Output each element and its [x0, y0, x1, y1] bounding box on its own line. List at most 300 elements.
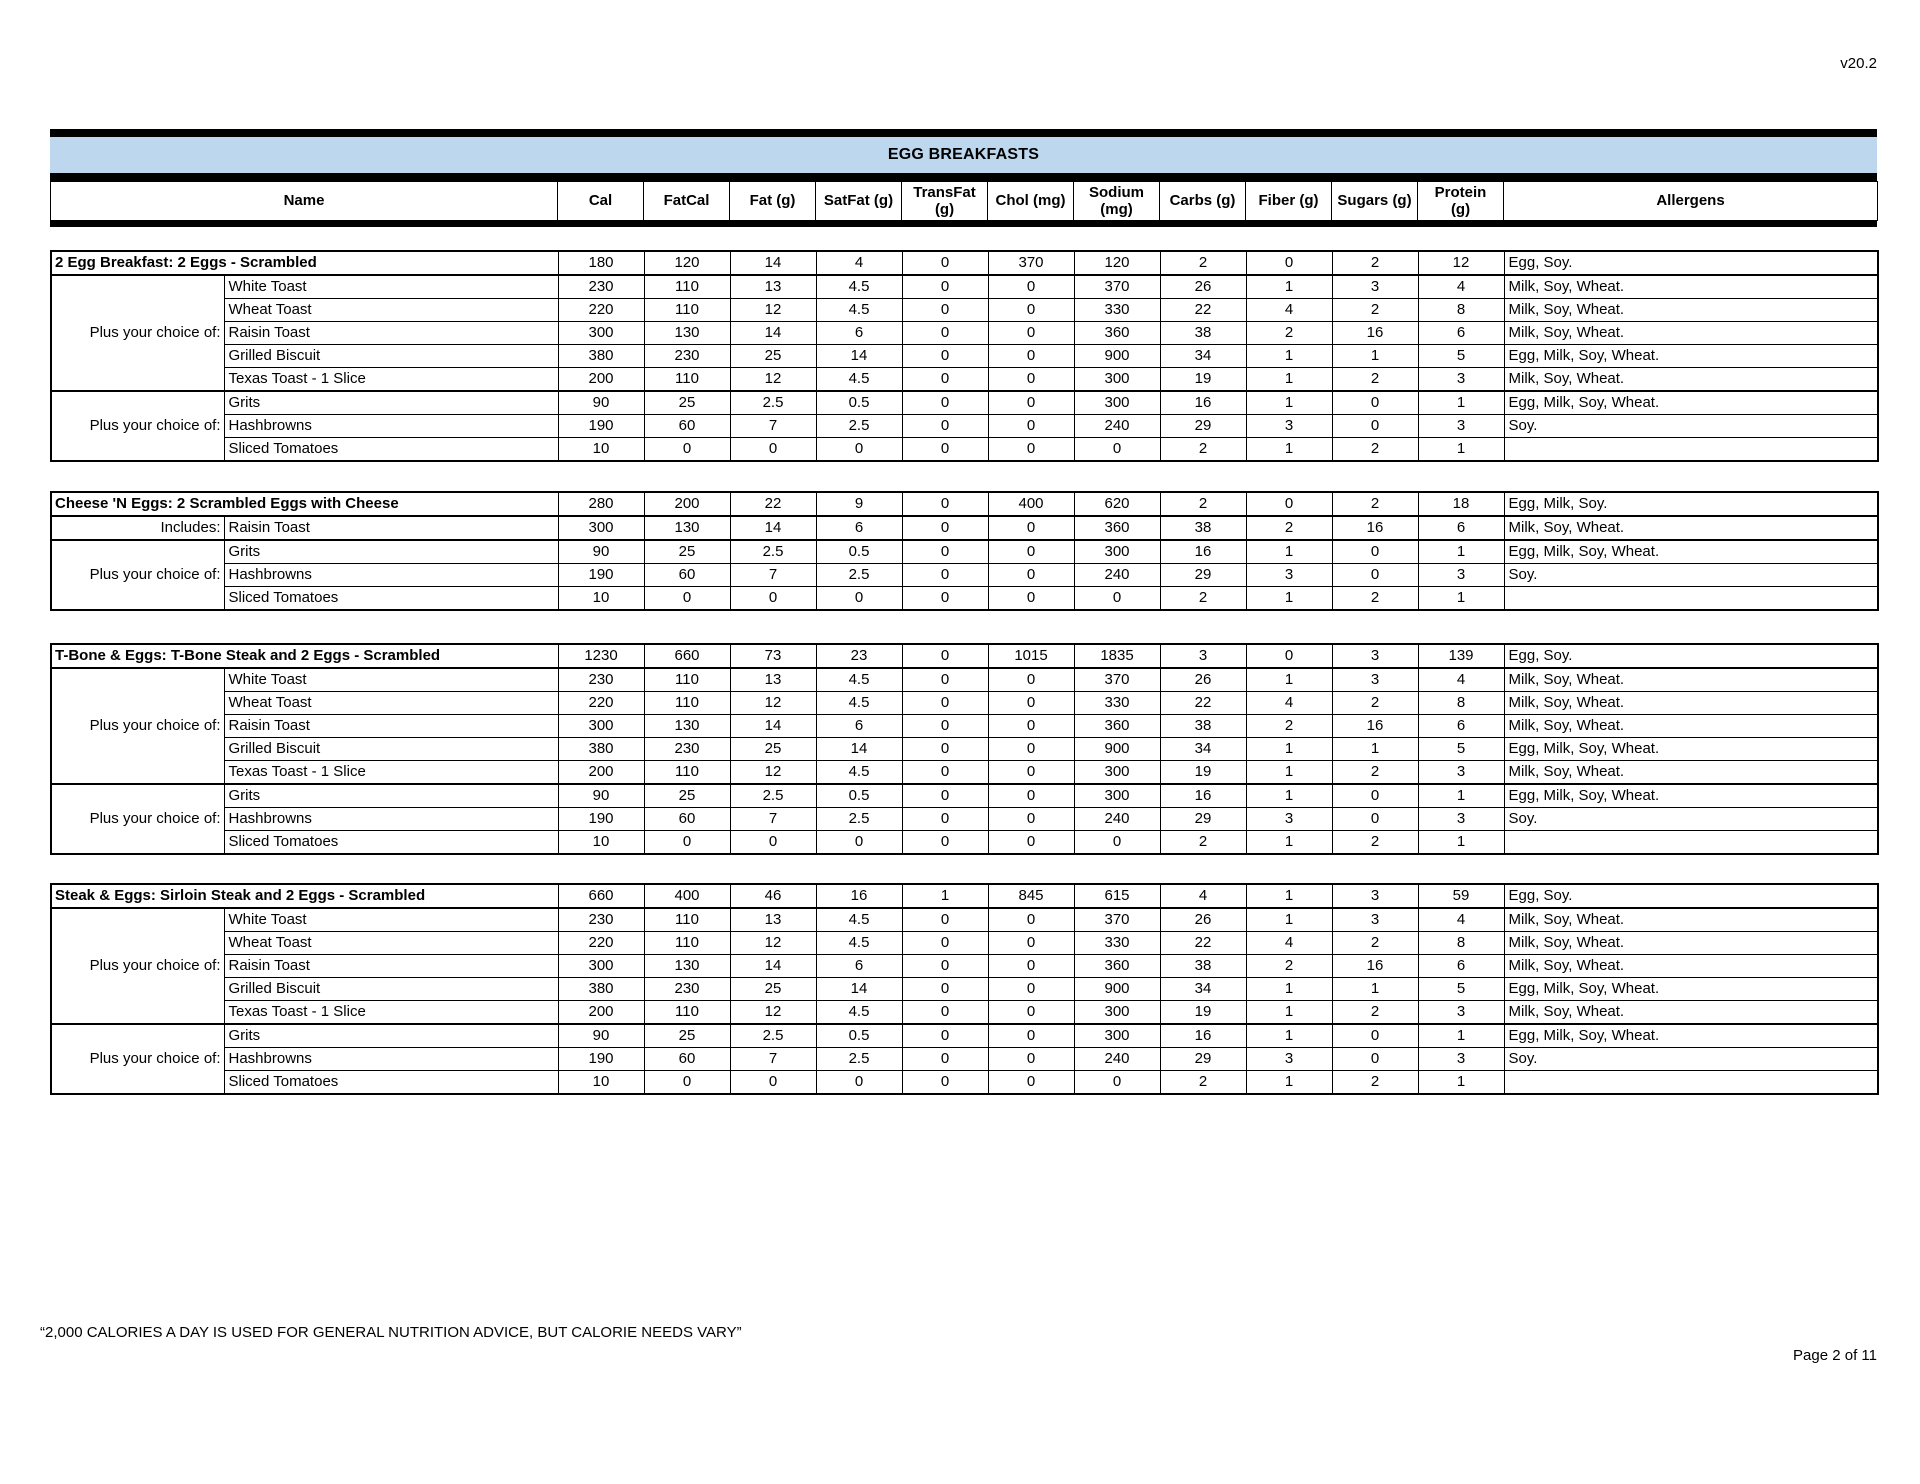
value-satfat-g: 4.5: [816, 761, 902, 785]
value-sodium-mg: 900: [1074, 738, 1160, 761]
value-sugars-g: 2: [1332, 932, 1418, 955]
value-fatcal: 0: [644, 831, 730, 855]
value-sugars-g: 0: [1332, 1048, 1418, 1071]
value-transfat-g: 0: [902, 831, 988, 855]
value-transfat-g: 0: [902, 540, 988, 564]
value-protein-g: 8: [1418, 692, 1504, 715]
value-sodium-mg: 300: [1074, 1024, 1160, 1048]
item-name: 2 Egg Breakfast: 2 Eggs - Scrambled: [51, 251, 558, 275]
table-row: [51, 391, 1878, 415]
value-carbs-g: 29: [1160, 564, 1246, 587]
value-sugars-g: 1: [1332, 345, 1418, 368]
value-carbs-g: 22: [1160, 932, 1246, 955]
value-protein-g: 4: [1418, 908, 1504, 932]
value-sodium-mg: 300: [1074, 1001, 1160, 1025]
table-row: [51, 322, 1878, 345]
table-row: [51, 738, 1878, 761]
table-row: [51, 438, 1878, 462]
value-transfat-g: 0: [902, 275, 988, 299]
value-sodium-mg: 370: [1074, 908, 1160, 932]
value-cal: 90: [558, 784, 644, 808]
value-chol-mg: 0: [988, 438, 1074, 462]
value-sodium-mg: 330: [1074, 932, 1160, 955]
value-satfat-g: 4.5: [816, 1001, 902, 1025]
value-carbs-g: 29: [1160, 415, 1246, 438]
value-sodium-mg: 615: [1074, 884, 1160, 908]
column-header-cal: Cal: [558, 182, 644, 221]
allergens-cell: [1504, 438, 1878, 462]
value-protein-g: 6: [1418, 516, 1504, 540]
value-sugars-g: 2: [1332, 692, 1418, 715]
value-chol-mg: 0: [988, 692, 1074, 715]
column-header-fiber-g: Fiber (g): [1246, 182, 1332, 221]
menu-section: [50, 491, 1879, 611]
value-satfat-g: 0.5: [816, 540, 902, 564]
value-sugars-g: 0: [1332, 784, 1418, 808]
value-sugars-g: 2: [1332, 368, 1418, 392]
value-satfat-g: 4.5: [816, 692, 902, 715]
value-cal: 300: [558, 322, 644, 345]
value-cal: 300: [558, 715, 644, 738]
value-carbs-g: 38: [1160, 715, 1246, 738]
value-fat-g: 12: [730, 299, 816, 322]
value-fiber-g: 3: [1246, 564, 1332, 587]
value-carbs-g: 2: [1160, 831, 1246, 855]
value-sodium-mg: 300: [1074, 368, 1160, 392]
value-cal: 1230: [558, 644, 644, 668]
value-cal: 300: [558, 516, 644, 540]
value-satfat-g: 9: [816, 492, 902, 516]
value-sugars-g: 2: [1332, 761, 1418, 785]
value-sugars-g: 2: [1332, 299, 1418, 322]
item-name: Cheese 'N Eggs: 2 Scrambled Eggs with Cheese: [51, 492, 558, 516]
table-row: [51, 564, 1878, 587]
main-row: [51, 251, 1878, 275]
value-chol-mg: 0: [988, 368, 1074, 392]
value-chol-mg: 400: [988, 492, 1074, 516]
value-cal: 220: [558, 692, 644, 715]
value-fat-g: 7: [730, 808, 816, 831]
value-fiber-g: 1: [1246, 831, 1332, 855]
allergens-cell: Soy.: [1504, 1048, 1878, 1071]
value-sugars-g: 0: [1332, 564, 1418, 587]
value-sugars-g: 16: [1332, 955, 1418, 978]
value-sodium-mg: 0: [1074, 438, 1160, 462]
value-fat-g: 2.5: [730, 1024, 816, 1048]
value-chol-mg: 0: [988, 299, 1074, 322]
value-fatcal: 25: [644, 1024, 730, 1048]
value-fiber-g: 2: [1246, 322, 1332, 345]
value-fiber-g: 4: [1246, 932, 1332, 955]
menu-section: [50, 643, 1879, 855]
value-fiber-g: 2: [1246, 955, 1332, 978]
table-row: [51, 182, 1878, 221]
value-sodium-mg: 0: [1074, 1071, 1160, 1095]
value-satfat-g: 14: [816, 738, 902, 761]
value-fiber-g: 1: [1246, 761, 1332, 785]
item-name: Hashbrowns: [224, 415, 558, 438]
value-sodium-mg: 240: [1074, 415, 1160, 438]
value-sodium-mg: 300: [1074, 540, 1160, 564]
table-row: [51, 955, 1878, 978]
value-transfat-g: 0: [902, 345, 988, 368]
table-row: [51, 761, 1878, 785]
table-row: [51, 516, 1878, 540]
value-fiber-g: 1: [1246, 345, 1332, 368]
value-transfat-g: 0: [902, 299, 988, 322]
value-transfat-g: 0: [902, 516, 988, 540]
value-fatcal: 110: [644, 692, 730, 715]
value-sugars-g: 2: [1332, 1071, 1418, 1095]
value-cal: 230: [558, 668, 644, 692]
value-fat-g: 13: [730, 908, 816, 932]
value-fat-g: 14: [730, 516, 816, 540]
value-fat-g: 12: [730, 1001, 816, 1025]
allergens-cell: Egg, Soy.: [1504, 644, 1878, 668]
value-transfat-g: 0: [902, 1048, 988, 1071]
column-header-sodium-mg: Sodium (mg): [1074, 182, 1160, 221]
value-carbs-g: 4: [1160, 884, 1246, 908]
value-chol-mg: 845: [988, 884, 1074, 908]
allergens-cell: Milk, Soy, Wheat.: [1504, 715, 1878, 738]
value-fatcal: 0: [644, 587, 730, 611]
value-sodium-mg: 120: [1074, 251, 1160, 275]
table-row: [51, 1024, 1878, 1048]
value-fiber-g: 1: [1246, 1024, 1332, 1048]
item-name: Texas Toast - 1 Slice: [224, 1001, 558, 1025]
value-fatcal: 230: [644, 738, 730, 761]
value-satfat-g: 2.5: [816, 415, 902, 438]
value-sugars-g: 2: [1332, 251, 1418, 275]
value-cal: 90: [558, 1024, 644, 1048]
table-row: [51, 540, 1878, 564]
table-row: [51, 587, 1878, 611]
value-protein-g: 3: [1418, 1001, 1504, 1025]
value-satfat-g: 23: [816, 644, 902, 668]
value-sodium-mg: 360: [1074, 715, 1160, 738]
value-transfat-g: 0: [902, 668, 988, 692]
value-fatcal: 130: [644, 322, 730, 345]
value-fatcal: 110: [644, 275, 730, 299]
item-name: T-Bone & Eggs: T-Bone Steak and 2 Eggs - Scrambled: [51, 644, 558, 668]
value-sodium-mg: 240: [1074, 1048, 1160, 1071]
value-transfat-g: 0: [902, 908, 988, 932]
table-title: EGG BREAKFASTS: [50, 137, 1877, 173]
value-transfat-g: 0: [902, 738, 988, 761]
value-fat-g: 13: [730, 668, 816, 692]
value-cal: 190: [558, 415, 644, 438]
value-transfat-g: 0: [902, 438, 988, 462]
value-fat-g: 7: [730, 1048, 816, 1071]
allergens-cell: Milk, Soy, Wheat.: [1504, 1001, 1878, 1025]
main-row: [51, 884, 1878, 908]
item-name: Grilled Biscuit: [224, 738, 558, 761]
value-sodium-mg: 330: [1074, 299, 1160, 322]
value-carbs-g: 19: [1160, 761, 1246, 785]
value-fiber-g: 4: [1246, 299, 1332, 322]
value-carbs-g: 22: [1160, 299, 1246, 322]
table-sections-area: [50, 250, 1877, 1095]
value-fatcal: 660: [644, 644, 730, 668]
value-fat-g: 46: [730, 884, 816, 908]
item-name: Texas Toast - 1 Slice: [224, 761, 558, 785]
value-fat-g: 12: [730, 932, 816, 955]
item-name: Raisin Toast: [224, 955, 558, 978]
value-sugars-g: 2: [1332, 831, 1418, 855]
item-name: Wheat Toast: [224, 299, 558, 322]
allergens-cell: Egg, Milk, Soy, Wheat.: [1504, 391, 1878, 415]
value-sodium-mg: 300: [1074, 761, 1160, 785]
item-name: Grits: [224, 540, 558, 564]
menu-section: [50, 250, 1879, 462]
value-chol-mg: 0: [988, 275, 1074, 299]
value-protein-g: 18: [1418, 492, 1504, 516]
allergens-cell: Egg, Milk, Soy.: [1504, 492, 1878, 516]
value-fatcal: 110: [644, 1001, 730, 1025]
column-header-name: Name: [51, 182, 558, 221]
allergens-cell: Soy.: [1504, 564, 1878, 587]
value-sodium-mg: 360: [1074, 516, 1160, 540]
value-satfat-g: 6: [816, 516, 902, 540]
value-sodium-mg: 240: [1074, 808, 1160, 831]
item-name: Sliced Tomatoes: [224, 1071, 558, 1095]
value-transfat-g: 0: [902, 368, 988, 392]
item-name: Wheat Toast: [224, 692, 558, 715]
item-name: Raisin Toast: [224, 516, 558, 540]
value-protein-g: 1: [1418, 1024, 1504, 1048]
table-row: [51, 932, 1878, 955]
value-satfat-g: 0: [816, 438, 902, 462]
value-carbs-g: 16: [1160, 391, 1246, 415]
value-carbs-g: 38: [1160, 322, 1246, 345]
value-satfat-g: 4.5: [816, 275, 902, 299]
value-carbs-g: 2: [1160, 438, 1246, 462]
value-cal: 380: [558, 978, 644, 1001]
value-fiber-g: 1: [1246, 1001, 1332, 1025]
menu-section: [50, 883, 1879, 1095]
value-sugars-g: 3: [1332, 275, 1418, 299]
value-carbs-g: 29: [1160, 808, 1246, 831]
value-carbs-g: 34: [1160, 978, 1246, 1001]
value-protein-g: 5: [1418, 738, 1504, 761]
value-cal: 190: [558, 808, 644, 831]
value-sugars-g: 2: [1332, 492, 1418, 516]
allergens-cell: Milk, Soy, Wheat.: [1504, 299, 1878, 322]
value-carbs-g: 16: [1160, 540, 1246, 564]
value-fatcal: 200: [644, 492, 730, 516]
allergens-cell: Egg, Milk, Soy, Wheat.: [1504, 540, 1878, 564]
allergens-cell: Milk, Soy, Wheat.: [1504, 322, 1878, 345]
table-row: [51, 299, 1878, 322]
value-fiber-g: 1: [1246, 275, 1332, 299]
column-header-fatcal: FatCal: [644, 182, 730, 221]
group-label: Includes:: [51, 516, 224, 540]
divider: [50, 173, 1877, 181]
allergens-cell: Egg, Milk, Soy, Wheat.: [1504, 1024, 1878, 1048]
value-carbs-g: 2: [1160, 1071, 1246, 1095]
value-cal: 200: [558, 1001, 644, 1025]
table-row: [51, 831, 1878, 855]
value-chol-mg: 0: [988, 808, 1074, 831]
column-header-transfat-g: TransFat (g): [902, 182, 988, 221]
value-cal: 10: [558, 587, 644, 611]
value-fatcal: 120: [644, 251, 730, 275]
value-sugars-g: 1: [1332, 978, 1418, 1001]
table-row: [51, 668, 1878, 692]
group-label: Plus your choice of:: [51, 275, 224, 391]
table-row: [51, 368, 1878, 392]
value-chol-mg: 0: [988, 564, 1074, 587]
value-cal: 190: [558, 564, 644, 587]
value-cal: 180: [558, 251, 644, 275]
value-chol-mg: 0: [988, 761, 1074, 785]
value-chol-mg: 0: [988, 1048, 1074, 1071]
item-name: Grilled Biscuit: [224, 978, 558, 1001]
column-header-protein-g: Protein (g): [1418, 182, 1504, 221]
value-protein-g: 1: [1418, 831, 1504, 855]
value-fatcal: 60: [644, 415, 730, 438]
column-header-fat-g: Fat (g): [730, 182, 816, 221]
value-fiber-g: 1: [1246, 884, 1332, 908]
value-fatcal: 110: [644, 368, 730, 392]
value-transfat-g: 0: [902, 692, 988, 715]
value-protein-g: 8: [1418, 299, 1504, 322]
value-chol-mg: 0: [988, 587, 1074, 611]
value-transfat-g: 0: [902, 415, 988, 438]
value-fiber-g: 0: [1246, 644, 1332, 668]
value-protein-g: 3: [1418, 761, 1504, 785]
group-label: Plus your choice of:: [51, 391, 224, 461]
allergens-cell: Egg, Milk, Soy, Wheat.: [1504, 978, 1878, 1001]
value-cal: 90: [558, 540, 644, 564]
value-carbs-g: 3: [1160, 644, 1246, 668]
value-fat-g: 22: [730, 492, 816, 516]
value-fatcal: 230: [644, 345, 730, 368]
value-sodium-mg: 360: [1074, 955, 1160, 978]
value-transfat-g: 0: [902, 644, 988, 668]
value-fiber-g: 2: [1246, 516, 1332, 540]
value-sodium-mg: 900: [1074, 978, 1160, 1001]
value-fat-g: 12: [730, 692, 816, 715]
value-carbs-g: 38: [1160, 516, 1246, 540]
group-label: Plus your choice of:: [51, 784, 224, 854]
value-carbs-g: 16: [1160, 1024, 1246, 1048]
value-fiber-g: 1: [1246, 784, 1332, 808]
value-fat-g: 25: [730, 978, 816, 1001]
value-satfat-g: 4: [816, 251, 902, 275]
value-protein-g: 1: [1418, 391, 1504, 415]
value-chol-mg: 1015: [988, 644, 1074, 668]
allergens-cell: Milk, Soy, Wheat.: [1504, 761, 1878, 785]
value-carbs-g: 34: [1160, 738, 1246, 761]
item-name: Raisin Toast: [224, 715, 558, 738]
value-fiber-g: 1: [1246, 738, 1332, 761]
value-sugars-g: 3: [1332, 884, 1418, 908]
table-row: [51, 275, 1878, 299]
value-sodium-mg: 900: [1074, 345, 1160, 368]
value-protein-g: 1: [1418, 540, 1504, 564]
value-carbs-g: 19: [1160, 1001, 1246, 1025]
value-fiber-g: 1: [1246, 668, 1332, 692]
value-protein-g: 4: [1418, 275, 1504, 299]
divider: [50, 129, 1877, 137]
table-row: [51, 692, 1878, 715]
value-fiber-g: 3: [1246, 1048, 1332, 1071]
value-satfat-g: 4.5: [816, 299, 902, 322]
value-protein-g: 4: [1418, 668, 1504, 692]
value-sodium-mg: 620: [1074, 492, 1160, 516]
value-chol-mg: 0: [988, 932, 1074, 955]
value-carbs-g: 19: [1160, 368, 1246, 392]
value-sodium-mg: 0: [1074, 587, 1160, 611]
value-fiber-g: 1: [1246, 368, 1332, 392]
value-chol-mg: 0: [988, 516, 1074, 540]
value-fat-g: 14: [730, 251, 816, 275]
item-name: White Toast: [224, 275, 558, 299]
value-sodium-mg: 300: [1074, 391, 1160, 415]
allergens-cell: Milk, Soy, Wheat.: [1504, 368, 1878, 392]
value-sugars-g: 0: [1332, 1024, 1418, 1048]
value-fiber-g: 1: [1246, 587, 1332, 611]
value-satfat-g: 4.5: [816, 908, 902, 932]
value-sugars-g: 0: [1332, 415, 1418, 438]
value-chol-mg: 0: [988, 540, 1074, 564]
value-fat-g: 25: [730, 738, 816, 761]
value-fat-g: 14: [730, 715, 816, 738]
value-satfat-g: 4.5: [816, 368, 902, 392]
value-transfat-g: 0: [902, 715, 988, 738]
value-fatcal: 230: [644, 978, 730, 1001]
value-cal: 10: [558, 438, 644, 462]
value-sodium-mg: 360: [1074, 322, 1160, 345]
value-chol-mg: 0: [988, 955, 1074, 978]
value-fatcal: 25: [644, 784, 730, 808]
value-chol-mg: 0: [988, 391, 1074, 415]
item-name: Hashbrowns: [224, 808, 558, 831]
value-carbs-g: 26: [1160, 275, 1246, 299]
value-fatcal: 130: [644, 715, 730, 738]
value-chol-mg: 0: [988, 345, 1074, 368]
value-transfat-g: 0: [902, 564, 988, 587]
value-transfat-g: 0: [902, 1024, 988, 1048]
value-fat-g: 2.5: [730, 540, 816, 564]
table-row: [51, 715, 1878, 738]
table-row: [51, 345, 1878, 368]
value-fatcal: 0: [644, 438, 730, 462]
value-fiber-g: 1: [1246, 391, 1332, 415]
value-chol-mg: 0: [988, 784, 1074, 808]
value-chol-mg: 0: [988, 831, 1074, 855]
value-chol-mg: 0: [988, 908, 1074, 932]
value-cal: 380: [558, 738, 644, 761]
value-cal: 10: [558, 831, 644, 855]
main-row: [51, 644, 1878, 668]
value-transfat-g: 0: [902, 1071, 988, 1095]
value-carbs-g: 34: [1160, 345, 1246, 368]
allergens-cell: Milk, Soy, Wheat.: [1504, 275, 1878, 299]
value-cal: 200: [558, 368, 644, 392]
table-row: [51, 784, 1878, 808]
value-fat-g: 12: [730, 368, 816, 392]
value-chol-mg: 0: [988, 322, 1074, 345]
value-sugars-g: 0: [1332, 391, 1418, 415]
value-fatcal: 130: [644, 516, 730, 540]
value-transfat-g: 0: [902, 391, 988, 415]
value-cal: 300: [558, 955, 644, 978]
value-sugars-g: 2: [1332, 1001, 1418, 1025]
nutrition-table: [50, 129, 1877, 1095]
table-row: [51, 1071, 1878, 1095]
